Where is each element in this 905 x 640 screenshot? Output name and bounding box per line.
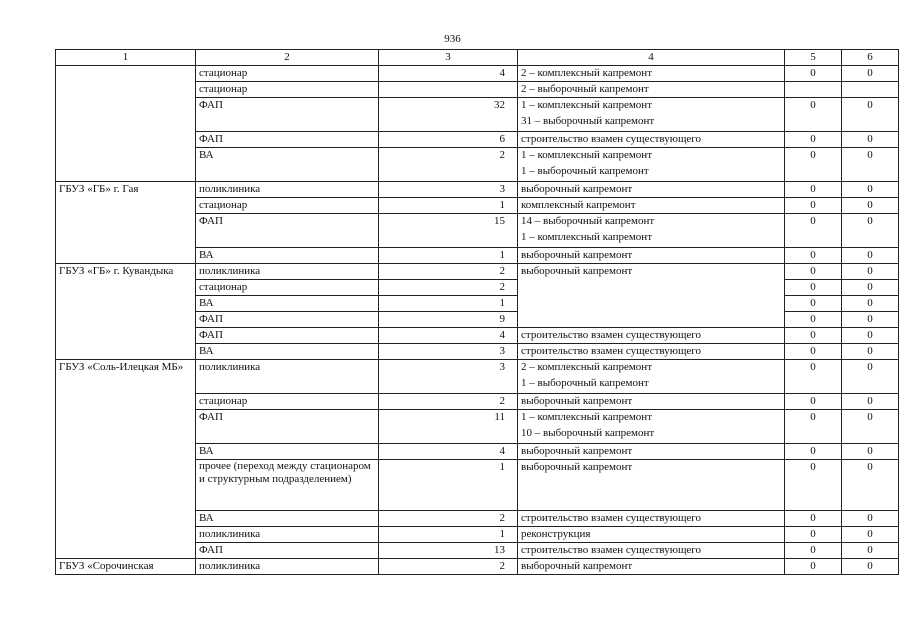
quantity-cell: 2 bbox=[379, 280, 518, 296]
column-6-cell: 0 bbox=[842, 344, 899, 360]
works-line: 14 – выборочный капремонт bbox=[521, 215, 655, 227]
column-6-cell: 0 bbox=[842, 559, 899, 575]
column-6-cell: 0 bbox=[842, 444, 899, 460]
works-cell bbox=[518, 214, 785, 248]
works-cell bbox=[518, 543, 785, 559]
facility-type-text: поликлиника bbox=[199, 265, 261, 277]
column-6-cell: 0 bbox=[842, 280, 899, 296]
facility-type-cell bbox=[196, 394, 379, 410]
facility-type-text: ФАП bbox=[199, 411, 223, 423]
quantity-cell: 4 bbox=[379, 66, 518, 82]
works-cell bbox=[518, 248, 785, 264]
column-6-cell: 0 bbox=[842, 460, 899, 511]
works-cell bbox=[518, 264, 785, 328]
works-line: 1 – комплексный капремонт bbox=[521, 411, 653, 423]
facility-type-cell bbox=[196, 82, 379, 98]
quantity-cell: 2 bbox=[379, 511, 518, 527]
facility-type-text: ВА bbox=[199, 345, 214, 357]
quantity-cell: 3 bbox=[379, 182, 518, 198]
facility-type-cell bbox=[196, 214, 379, 248]
quantity-cell: 2 bbox=[379, 148, 518, 182]
quantity-cell: 32 bbox=[379, 98, 518, 132]
works-cell bbox=[518, 82, 785, 98]
quantity-cell: 1 bbox=[379, 198, 518, 214]
column-6-cell: 0 bbox=[842, 410, 899, 444]
works-cell bbox=[518, 559, 785, 575]
quantity-cell: 6 bbox=[379, 132, 518, 148]
quantity-cell: 4 bbox=[379, 444, 518, 460]
facility-type-text: ВА bbox=[199, 149, 214, 161]
column-5-cell: 0 bbox=[785, 460, 842, 511]
organization-cell: ГБУЗ «Соль-Илецкая МБ» bbox=[56, 360, 196, 559]
column-5-cell: 0 bbox=[785, 543, 842, 559]
column-5-cell: 0 bbox=[785, 198, 842, 214]
quantity-cell: 1 bbox=[379, 296, 518, 312]
quantity-cell: 2 bbox=[379, 394, 518, 410]
column-5-cell: 0 bbox=[785, 280, 842, 296]
facility-type-text: стационар bbox=[199, 67, 248, 79]
works-cell bbox=[518, 511, 785, 527]
facility-type-cell bbox=[196, 148, 379, 182]
facility-type-text: стационар bbox=[199, 281, 248, 293]
facility-type-text: стационар bbox=[199, 199, 248, 211]
facility-type-text: прочее (переход между стационаром и структурным подразделением) bbox=[199, 460, 371, 485]
works-line: выборочный капремонт bbox=[521, 395, 633, 407]
quantity-cell: 3 bbox=[379, 344, 518, 360]
column-6-cell: 0 bbox=[842, 511, 899, 527]
works-cell bbox=[518, 527, 785, 543]
works-cell bbox=[518, 460, 785, 511]
quantity-cell: 2 bbox=[379, 264, 518, 280]
column-5-cell: 0 bbox=[785, 394, 842, 410]
facility-type-text: ФАП bbox=[199, 329, 223, 341]
column-5-cell: 0 bbox=[785, 132, 842, 148]
works-cell bbox=[518, 148, 785, 182]
quantity-cell: 11 bbox=[379, 410, 518, 444]
works-cell bbox=[518, 182, 785, 198]
facilities-table bbox=[55, 49, 899, 575]
column-5-cell: 0 bbox=[785, 410, 842, 444]
works-cell bbox=[518, 132, 785, 148]
column-5-cell: 0 bbox=[785, 214, 842, 248]
facility-type-cell bbox=[196, 328, 379, 344]
works-line: 1 – комплексный капремонт bbox=[521, 99, 653, 111]
column-5-cell: 0 bbox=[785, 296, 842, 312]
column-header: 4 bbox=[518, 50, 785, 66]
column-5-cell: 0 bbox=[785, 328, 842, 344]
column-5-cell: 0 bbox=[785, 527, 842, 543]
quantity-cell: 1 bbox=[379, 248, 518, 264]
column-header: 6 bbox=[842, 50, 899, 66]
quantity-cell: 13 bbox=[379, 543, 518, 559]
facility-type-cell bbox=[196, 280, 379, 296]
works-line: выборочный капремонт bbox=[521, 560, 633, 572]
facility-type-text: стационар bbox=[199, 83, 248, 95]
column-6-cell: 0 bbox=[842, 132, 899, 148]
facility-type-text: ФАП bbox=[199, 313, 223, 325]
quantity-cell: 1 bbox=[379, 527, 518, 543]
facility-type-cell bbox=[196, 132, 379, 148]
works-cell bbox=[518, 444, 785, 460]
facility-type-text: ФАП bbox=[199, 544, 223, 556]
works-line: выборочный капремонт bbox=[521, 183, 633, 195]
column-5-cell: 0 bbox=[785, 148, 842, 182]
works-line: выборочный капремонт bbox=[521, 265, 633, 277]
facility-type-text: стационар bbox=[199, 395, 248, 407]
column-header: 2 bbox=[196, 50, 379, 66]
column-6-cell: 0 bbox=[842, 198, 899, 214]
facility-type-cell bbox=[196, 264, 379, 280]
works-line: строительство взамен существующего bbox=[521, 133, 702, 145]
works-line: 1 – выборочный капремонт bbox=[521, 165, 649, 177]
column-5-cell: 0 bbox=[785, 264, 842, 280]
table-row bbox=[56, 66, 899, 82]
table-row bbox=[56, 360, 899, 394]
column-6-cell: 0 bbox=[842, 66, 899, 82]
works-line: реконструкция bbox=[521, 528, 591, 540]
organization-cell: ГБУЗ «ГБ» г. Гая bbox=[56, 182, 196, 264]
column-header: 5 bbox=[785, 50, 842, 66]
facility-type-text: ФАП bbox=[199, 133, 223, 145]
facility-type-cell bbox=[196, 66, 379, 82]
table-header-row bbox=[56, 50, 899, 66]
facility-type-cell bbox=[196, 460, 379, 511]
facility-type-cell bbox=[196, 312, 379, 328]
facility-type-cell bbox=[196, 344, 379, 360]
column-6-cell: 0 bbox=[842, 360, 899, 394]
organization-cell: ГБУЗ «Сорочинская bbox=[56, 559, 196, 575]
column-header: 3 bbox=[379, 50, 518, 66]
facility-type-text: поликлиника bbox=[199, 183, 261, 195]
works-line: комплексный капремонт bbox=[521, 199, 636, 211]
works-line: 2 – комплексный капремонт bbox=[521, 361, 653, 373]
column-6-cell: 0 bbox=[842, 328, 899, 344]
facility-type-text: поликлиника bbox=[199, 361, 261, 373]
quantity-cell: 1 bbox=[379, 460, 518, 511]
works-line: 31 – выборочный капремонт bbox=[521, 115, 655, 127]
facility-type-text: ВА bbox=[199, 249, 214, 261]
works-cell bbox=[518, 66, 785, 82]
works-line: выборочный капремонт bbox=[521, 461, 633, 473]
facility-type-cell bbox=[196, 527, 379, 543]
column-5-cell bbox=[785, 82, 842, 98]
column-6-cell bbox=[842, 82, 899, 98]
column-6-cell: 0 bbox=[842, 296, 899, 312]
table-row bbox=[56, 559, 899, 575]
works-line: 2 – комплексный капремонт bbox=[521, 67, 653, 79]
facility-type-text: ВА bbox=[199, 512, 214, 524]
column-6-cell: 0 bbox=[842, 527, 899, 543]
works-line: выборочный капремонт bbox=[521, 249, 633, 261]
table-body bbox=[56, 66, 899, 575]
column-5-cell: 0 bbox=[785, 444, 842, 460]
facility-type-text: ВА bbox=[199, 297, 214, 309]
facility-type-cell bbox=[196, 410, 379, 444]
column-5-cell: 0 bbox=[785, 66, 842, 82]
organization-cell: ГБУЗ «ГБ» г. Кувандыка bbox=[56, 264, 196, 360]
facility-type-cell bbox=[196, 543, 379, 559]
facility-type-cell bbox=[196, 360, 379, 394]
column-header: 1 bbox=[56, 50, 196, 66]
facility-type-cell bbox=[196, 296, 379, 312]
page-number: 936 bbox=[444, 33, 461, 45]
works-cell bbox=[518, 410, 785, 444]
works-line: строительство взамен существующего bbox=[521, 544, 702, 556]
column-6-cell: 0 bbox=[842, 312, 899, 328]
works-line: 1 – выборочный капремонт bbox=[521, 377, 649, 389]
works-cell bbox=[518, 360, 785, 394]
quantity-cell: 2 bbox=[379, 559, 518, 575]
works-line: 10 – выборочный капремонт bbox=[521, 427, 655, 439]
quantity-cell: 3 bbox=[379, 360, 518, 394]
quantity-cell: 15 bbox=[379, 214, 518, 248]
column-5-cell: 0 bbox=[785, 182, 842, 198]
column-6-cell: 0 bbox=[842, 98, 899, 132]
column-5-cell: 0 bbox=[785, 360, 842, 394]
table-row bbox=[56, 264, 899, 280]
works-line: 2 – выборочный капремонт bbox=[521, 83, 649, 95]
column-5-cell: 0 bbox=[785, 98, 842, 132]
facility-type-cell bbox=[196, 98, 379, 132]
quantity-cell bbox=[379, 82, 518, 98]
works-line: выборочный капремонт bbox=[521, 445, 633, 457]
column-6-cell: 0 bbox=[842, 543, 899, 559]
works-line: строительство взамен существующего bbox=[521, 512, 702, 524]
column-5-cell: 0 bbox=[785, 511, 842, 527]
quantity-cell: 4 bbox=[379, 328, 518, 344]
works-cell bbox=[518, 328, 785, 344]
works-line: 1 – комплексный капремонт bbox=[521, 149, 653, 161]
table-row bbox=[56, 182, 899, 198]
quantity-cell: 9 bbox=[379, 312, 518, 328]
facility-type-text: ФАП bbox=[199, 99, 223, 111]
works-cell bbox=[518, 98, 785, 132]
works-cell bbox=[518, 198, 785, 214]
facility-type-cell bbox=[196, 198, 379, 214]
works-line: 1 – комплексный капремонт bbox=[521, 231, 653, 243]
works-line: строительство взамен существующего bbox=[521, 345, 702, 357]
column-6-cell: 0 bbox=[842, 248, 899, 264]
works-cell bbox=[518, 394, 785, 410]
column-6-cell: 0 bbox=[842, 394, 899, 410]
organization-cell bbox=[56, 66, 196, 182]
column-5-cell: 0 bbox=[785, 559, 842, 575]
column-6-cell: 0 bbox=[842, 182, 899, 198]
column-6-cell: 0 bbox=[842, 214, 899, 248]
facility-type-cell bbox=[196, 559, 379, 575]
column-6-cell: 0 bbox=[842, 264, 899, 280]
column-5-cell: 0 bbox=[785, 344, 842, 360]
column-6-cell: 0 bbox=[842, 148, 899, 182]
facility-type-text: ВА bbox=[199, 445, 214, 457]
column-5-cell: 0 bbox=[785, 248, 842, 264]
works-line: строительство взамен существующего bbox=[521, 329, 702, 341]
column-5-cell: 0 bbox=[785, 312, 842, 328]
facility-type-text: поликлиника bbox=[199, 560, 261, 572]
facility-type-text: ФАП bbox=[199, 215, 223, 227]
facility-type-cell bbox=[196, 511, 379, 527]
facility-type-cell bbox=[196, 444, 379, 460]
facility-type-text: поликлиника bbox=[199, 528, 261, 540]
facility-type-cell bbox=[196, 182, 379, 198]
works-cell bbox=[518, 344, 785, 360]
facility-type-cell bbox=[196, 248, 379, 264]
